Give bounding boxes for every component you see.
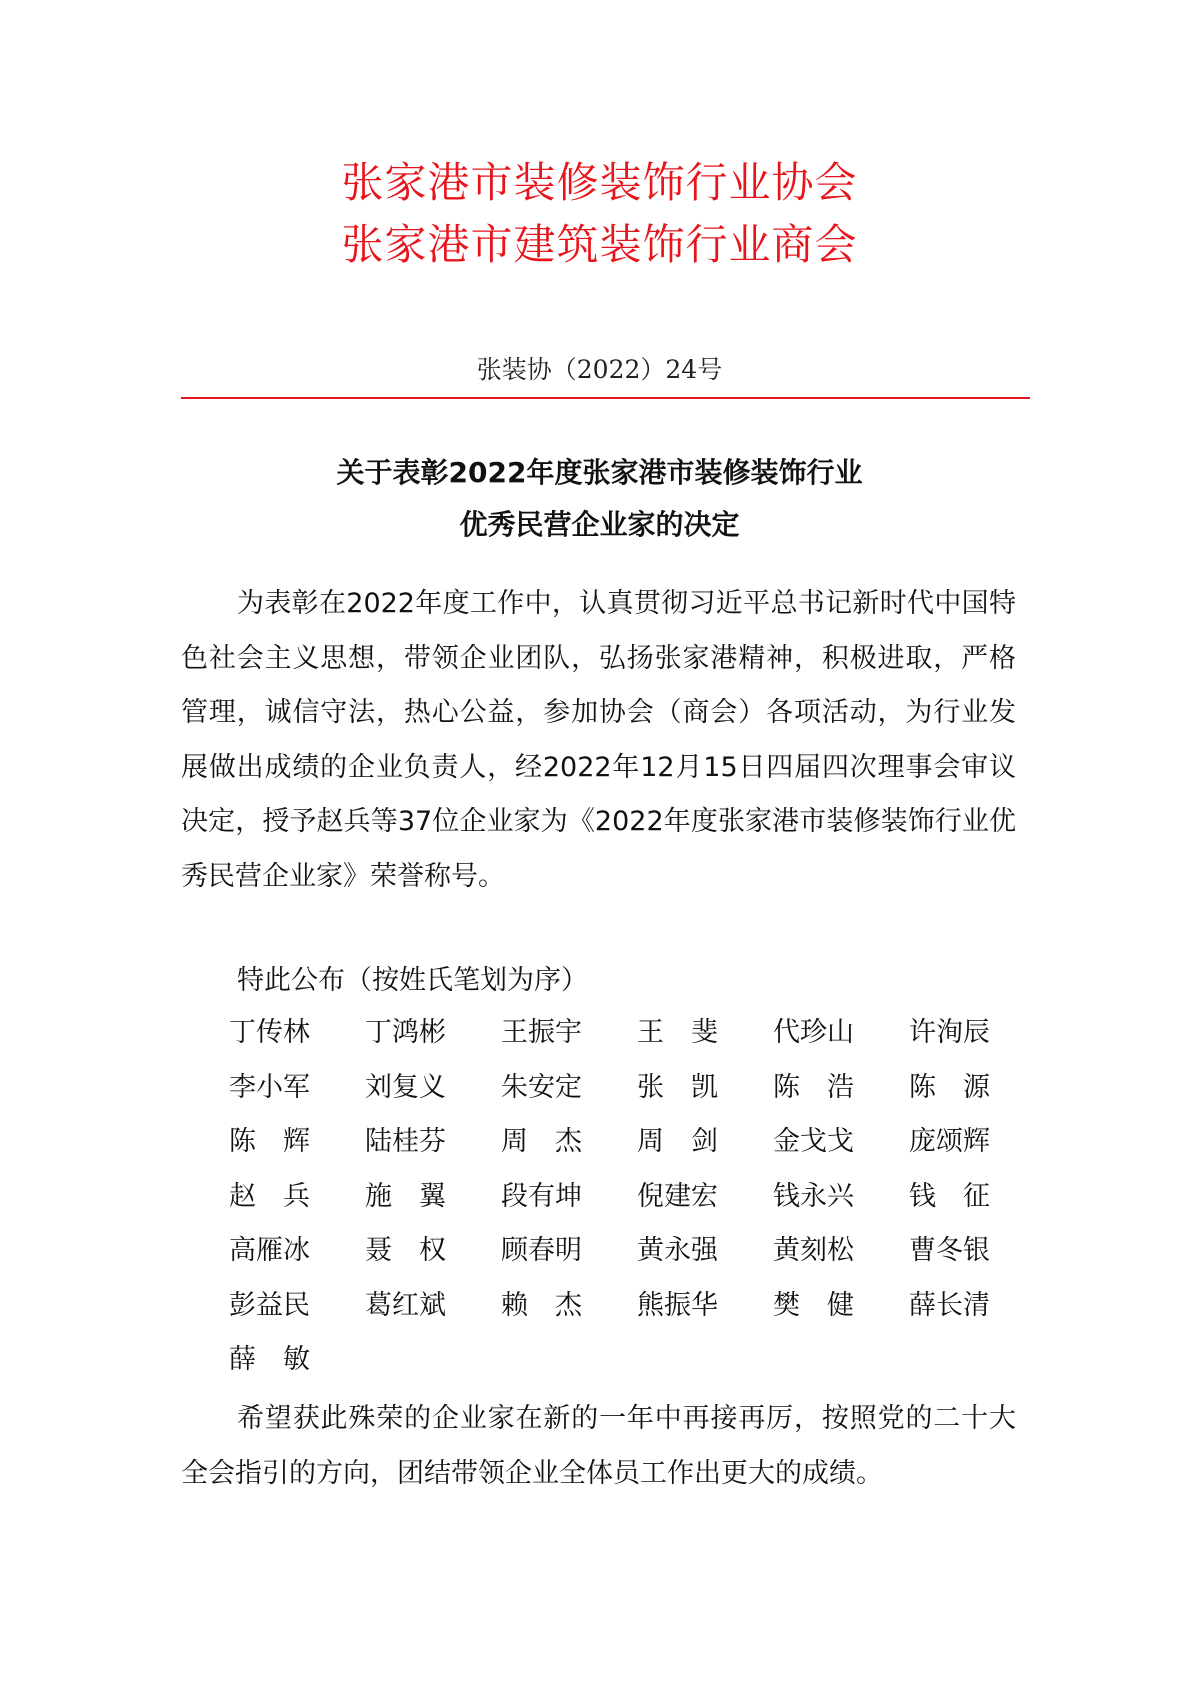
honoree-name: 陈 辉 <box>229 1126 310 1157</box>
honoree-name: 丁鸿彬 <box>365 1017 446 1048</box>
honoree-name-list <box>229 1010 1049 1392</box>
honoree-name: 钱永兴 <box>773 1180 854 1212</box>
honoree-name: 彭益民 <box>229 1289 310 1321</box>
honoree-name: 顾春明 <box>501 1235 582 1266</box>
honoree-name: 陆桂芬 <box>365 1126 446 1157</box>
honoree-name: 黄永强 <box>637 1235 718 1266</box>
honoree-name: 陈 源 <box>909 1071 990 1103</box>
announcement-line: 特此公布（按姓氏笔划为序） <box>237 965 588 996</box>
red-divider <box>181 397 1030 399</box>
honoree-name: 熊振华 <box>637 1289 718 1321</box>
honoree-name: 高雁冰 <box>229 1235 310 1266</box>
honoree-name: 许洵辰 <box>909 1017 990 1048</box>
body-paragraph-intro: 为表彰在2022年度工作中，认真贯彻习近平总书记新时代中国特色社会主义思想，带领企业团队，弘扬张家港精神，积极进取，严格管理，诚信守法，热心公益，参加协会（商会）各项活动，为行业发展做出成绩的企业负责人，经2022年12月15日四届四次理事会审议决定，授予赵兵等37位企业家为《2022年度张家港市装修装饰行业优秀民营企业家》荣誉称号。 <box>181 588 1016 892</box>
honoree-name: 黄刻松 <box>773 1235 854 1266</box>
honoree-name: 周 杰 <box>501 1126 582 1157</box>
honoree-name: 薛长清 <box>909 1289 990 1321</box>
honoree-name: 施 翼 <box>365 1180 446 1212</box>
honoree-name: 金戈戈 <box>773 1126 854 1157</box>
honoree-name: 朱安定 <box>501 1071 582 1103</box>
honoree-name: 李小军 <box>229 1071 310 1103</box>
document-title-line2: 优秀民营企业家的决定 <box>459 508 740 541</box>
honoree-name: 倪建宏 <box>637 1180 718 1212</box>
body-paragraph-closing: 希望获此殊荣的企业家在新的一年中再接再厉，按照党的二十大全会指引的方向，团结带领企业全体员工作出更大的成绩。 <box>181 1403 1016 1489</box>
honoree-name: 王 斐 <box>637 1017 718 1048</box>
honoree-name: 樊 健 <box>773 1289 854 1321</box>
honoree-name: 薛 敏 <box>229 1344 310 1375</box>
honoree-name: 聂 权 <box>365 1235 446 1266</box>
org-name-chamber: 张家港市建筑装饰行业商会 <box>341 220 858 269</box>
honoree-name: 葛红斌 <box>365 1289 446 1321</box>
honoree-name: 代珍山 <box>773 1017 854 1048</box>
honoree-name: 周 剑 <box>637 1126 718 1157</box>
org-name-association: 张家港市装修装饰行业协会 <box>341 158 858 207</box>
honoree-name: 庞颂辉 <box>909 1126 990 1157</box>
honoree-name: 曹冬银 <box>909 1235 990 1266</box>
honoree-name: 段有坤 <box>501 1180 582 1212</box>
honoree-name: 王振宇 <box>501 1017 582 1048</box>
honoree-name: 赵 兵 <box>229 1180 310 1212</box>
document-title-line1: 关于表彰2022年度张家港市装修装饰行业 <box>336 456 863 489</box>
honoree-name: 陈 浩 <box>773 1071 854 1103</box>
honoree-name: 丁传林 <box>229 1017 310 1048</box>
honoree-name: 钱 征 <box>909 1180 990 1212</box>
honoree-name: 张 凯 <box>637 1071 718 1103</box>
honoree-name: 赖 杰 <box>501 1289 582 1321</box>
document-number: 张装协（2022）24号 <box>476 355 723 384</box>
honoree-name: 刘复义 <box>365 1071 446 1103</box>
